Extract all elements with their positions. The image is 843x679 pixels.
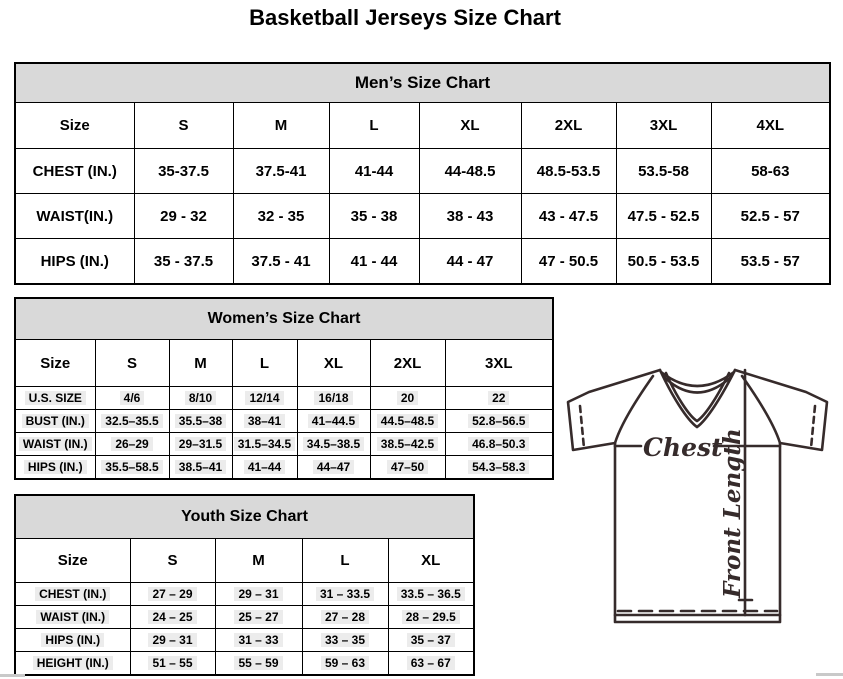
youth-chart-title: Youth Size Chart [15,495,474,539]
size-value-cell: 43 - 47.5 [521,194,616,239]
size-value-cell: 31.5–34.5 [232,433,297,456]
mens-chart-title: Men’s Size Chart [15,63,830,103]
column-header: M [215,539,302,583]
size-value-cell: 44 - 47 [419,239,521,285]
column-header: 2XL [521,103,616,149]
size-value-cell: 52.5 - 57 [711,194,830,239]
size-value-cell: 47 - 50.5 [521,239,616,285]
mens-size-chart-table [14,62,831,285]
womens-size-chart-table [14,297,554,480]
column-header: M [169,340,232,387]
column-header: S [130,539,215,583]
column-header: 3XL [445,340,553,387]
size-value-cell: 37.5 - 41 [233,239,329,285]
size-value-cell: 27 – 29 [130,583,215,606]
size-value-cell: 54.3–58.3 [445,456,553,480]
size-value-cell: 44.5–48.5 [370,410,445,433]
size-value-cell: 47–50 [370,456,445,480]
table-row [15,410,553,433]
column-header: XL [388,539,474,583]
row-label: BUST (IN.) [15,410,95,433]
size-value-cell: 25 – 27 [215,606,302,629]
size-value-cell: 8/10 [169,387,232,410]
size-value-cell: 28 – 29.5 [388,606,474,629]
size-value-cell: 35 - 38 [329,194,419,239]
column-header: XL [297,340,370,387]
size-value-cell: 53.5 - 57 [711,239,830,285]
size-value-cell: 44-48.5 [419,149,521,194]
column-header: XL [419,103,521,149]
size-value-cell: 47.5 - 52.5 [616,194,711,239]
column-header: Size [15,340,95,387]
column-header: 2XL [370,340,445,387]
jersey-cuff-dash-left [580,406,584,448]
size-value-cell: 31 – 33.5 [302,583,388,606]
size-value-cell: 33.5 – 36.5 [388,583,474,606]
size-value-cell: 31 – 33 [215,629,302,652]
table-row [15,583,474,606]
size-value-cell: 20 [370,387,445,410]
size-value-cell: 35-37.5 [134,149,233,194]
size-value-cell: 29 – 31 [130,629,215,652]
row-label: WAIST(IN.) [15,194,134,239]
column-header: Size [15,539,130,583]
size-value-cell: 33 – 35 [302,629,388,652]
size-value-cell: 29 – 31 [215,583,302,606]
column-header: L [329,103,419,149]
size-value-cell: 46.8–50.3 [445,433,553,456]
table-row [15,456,553,480]
size-value-cell: 32.5–35.5 [95,410,169,433]
size-value-cell: 51 – 55 [130,652,215,676]
size-value-cell: 16/18 [297,387,370,410]
row-label: HIPS (IN.) [15,629,130,652]
page-title: Basketball Jerseys Size Chart [249,5,561,30]
row-label: CHEST (IN.) [15,583,130,606]
table-row [15,239,830,285]
table-row [15,194,830,239]
table-row [15,606,474,629]
size-value-cell: 4/6 [95,387,169,410]
size-value-cell: 41–44.5 [297,410,370,433]
size-value-cell: 50.5 - 53.5 [616,239,711,285]
row-label: HIPS (IN.) [15,456,95,480]
size-value-cell: 29–31.5 [169,433,232,456]
cropped-fragment-right [816,673,843,676]
size-value-cell: 12/14 [232,387,297,410]
column-header: 3XL [616,103,711,149]
size-value-cell: 27 – 28 [302,606,388,629]
size-value-cell: 59 – 63 [302,652,388,676]
front-length-label: Front Length [719,428,746,598]
row-label: CHEST (IN.) [15,149,134,194]
size-value-cell: 35.5–58.5 [95,456,169,480]
jersey-cuff-dash-right [811,406,815,448]
table-row [15,652,474,676]
size-value-cell: 53.5-58 [616,149,711,194]
table-row [15,387,553,410]
cropped-fragment-left [0,674,25,677]
row-label: U.S. SIZE [15,387,95,410]
jersey-seam-right [742,376,780,443]
column-header: L [302,539,388,583]
size-value-cell: 55 – 59 [215,652,302,676]
jersey-measurement-diagram [556,364,843,634]
size-value-cell: 44–47 [297,456,370,480]
column-header: M [233,103,329,149]
row-label: WAIST (IN.) [15,433,95,456]
size-value-cell: 38 - 43 [419,194,521,239]
youth-size-chart-table [14,494,475,676]
column-header: S [95,340,169,387]
size-value-cell: 38.5–41 [169,456,232,480]
size-value-cell: 52.8–56.5 [445,410,553,433]
size-value-cell: 41 - 44 [329,239,419,285]
size-value-cell: 34.5–38.5 [297,433,370,456]
size-value-cell: 58-63 [711,149,830,194]
size-value-cell: 35 - 37.5 [134,239,233,285]
jersey-outline-right [735,370,827,450]
size-value-cell: 29 - 32 [134,194,233,239]
table-row [15,433,553,456]
size-value-cell: 35 – 37 [388,629,474,652]
table-row [15,149,830,194]
column-header: L [232,340,297,387]
size-value-cell: 22 [445,387,553,410]
size-value-cell: 41–44 [232,456,297,480]
size-value-cell: 37.5-41 [233,149,329,194]
size-value-cell: 26–29 [95,433,169,456]
row-label: WAIST (IN.) [15,606,130,629]
size-value-cell: 48.5-53.5 [521,149,616,194]
womens-chart-title: Women’s Size Chart [15,298,553,340]
size-value-cell: 63 – 67 [388,652,474,676]
row-label: HIPS (IN.) [15,239,134,285]
chest-label: Chest [643,433,723,462]
jersey-body [615,443,780,622]
size-value-cell: 35.5–38 [169,410,232,433]
column-header: 4XL [711,103,830,149]
size-value-cell: 41-44 [329,149,419,194]
table-row [15,629,474,652]
row-label: HEIGHT (IN.) [15,652,130,676]
size-value-cell: 32 - 35 [233,194,329,239]
size-value-cell: 24 – 25 [130,606,215,629]
column-header: S [134,103,233,149]
size-value-cell: 38.5–42.5 [370,433,445,456]
size-value-cell: 38–41 [232,410,297,433]
column-header: Size [15,103,134,149]
